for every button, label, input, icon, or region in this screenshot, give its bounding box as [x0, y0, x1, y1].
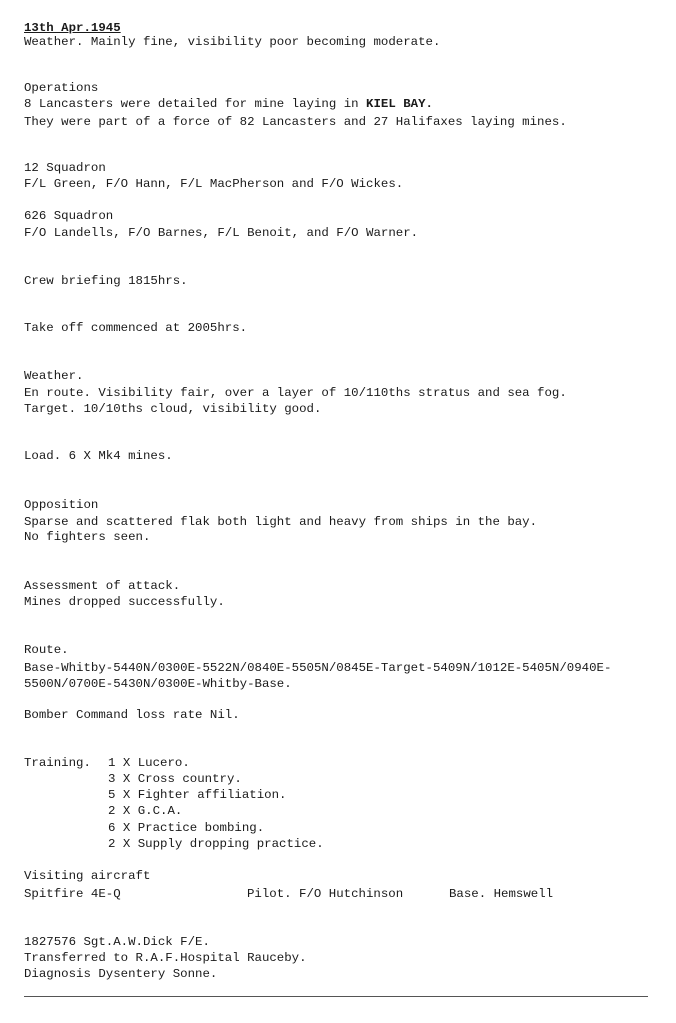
weather-summary: Weather. Mainly fine, visibility poor becoming moderate. — [24, 35, 441, 49]
training-item: 3 X Cross country. — [108, 772, 242, 786]
visiting-heading: Visiting aircraft — [24, 869, 151, 883]
operations-line-1 — [24, 96, 433, 112]
operations-heading: Operations — [24, 81, 99, 95]
opposition-line-2: No fighters seen. — [24, 530, 151, 544]
training-item: 2 X G.C.A. — [108, 804, 183, 818]
page-divider — [24, 996, 648, 997]
visiting-pilot: Pilot. F/O Hutchinson — [247, 887, 404, 901]
assessment-result: Mines dropped successfully. — [24, 595, 225, 609]
load: Load. 6 X Mk4 mines. — [24, 449, 173, 463]
squadron-626-crew: F/O Landells, F/O Barnes, F/L Benoit, and F/O Warner. — [24, 226, 419, 240]
takeoff-time: Take off commenced at 2005hrs. — [24, 321, 248, 335]
squadron-12-name: 12 Squadron — [24, 161, 106, 175]
medical-line-3: Diagnosis Dysentery Sonne. — [24, 967, 218, 981]
medical-line-1: 1827576 Sgt.A.W.Dick F/E. — [24, 935, 210, 949]
training-item: 6 X Practice bombing. — [108, 821, 265, 835]
route-heading: Route. — [24, 643, 69, 657]
visiting-aircraft: Spitfire 4E-Q — [24, 887, 121, 901]
loss-rate: Bomber Command loss rate Nil. — [24, 708, 240, 722]
squadron-626-name: 626 Squadron — [24, 209, 114, 223]
operations-line-2: They were part of a force of 82 Lancasters and 27 Halifaxes laying mines. — [24, 115, 567, 129]
training-item: 2 X Supply dropping practice. — [108, 837, 324, 851]
weather-heading: Weather. — [24, 369, 84, 383]
weather-en-route: En route. Visibility fair, over a layer of 10/110ths stratus and sea fog. — [24, 386, 567, 400]
operations-line-1-text: 8 Lancasters were detailed for mine laying in — [24, 97, 367, 111]
weather-target: Target. 10/10ths cloud, visibility good. — [24, 402, 322, 416]
squadron-12-crew: F/L Green, F/O Hann, F/L MacPherson and F/O Wickes. — [24, 177, 404, 191]
crew-briefing: Crew briefing 1815hrs. — [24, 274, 188, 288]
training-label: Training. — [24, 756, 91, 770]
route-line-2: 5500N/0700E-5430N/0300E-Whitby-Base. — [24, 677, 292, 691]
assessment-heading: Assessment of attack. — [24, 579, 181, 593]
opposition-heading: Opposition — [24, 498, 99, 512]
training-item: 5 X Fighter affiliation. — [108, 788, 287, 802]
medical-line-2: Transferred to R.A.F.Hospital Rauceby. — [24, 951, 307, 965]
target-name: KIEL BAY. — [366, 97, 433, 111]
visiting-base: Base. Hemswell — [449, 887, 554, 901]
training-item: 1 X Lucero. — [108, 756, 190, 770]
opposition-line-1: Sparse and scattered flak both light and heavy from ships in the bay. — [24, 515, 538, 529]
route-line-1: Base-Whitby-5440N/0300E-5522N/0840E-5505N/0845E-Target-5409N/1012E-5405N/0940E- — [24, 661, 612, 675]
entry-date: 13th Apr.1945 — [24, 21, 121, 35]
